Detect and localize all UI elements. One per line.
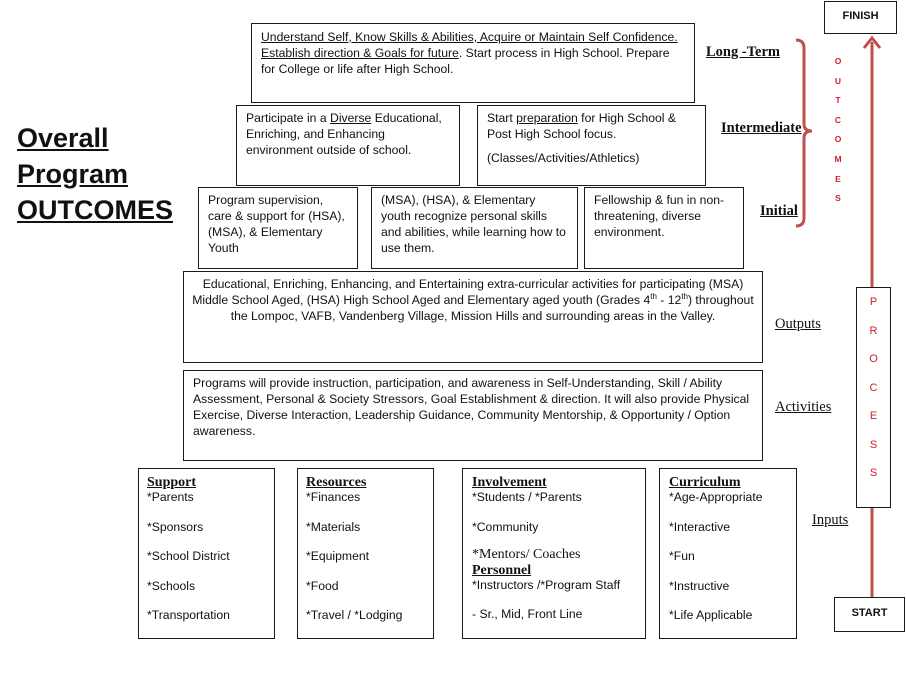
- support-item: *Sponsors: [147, 519, 204, 534]
- input-resources-box: [297, 468, 434, 639]
- process-letter: S: [869, 438, 878, 451]
- start-box: [834, 597, 905, 632]
- input-support-box: [138, 468, 275, 639]
- finish-box: [824, 1, 897, 34]
- activities-label: Activities: [775, 399, 832, 415]
- finish-label: FINISH: [842, 10, 879, 22]
- outcomes-letter: U: [834, 75, 842, 86]
- intermediate-1-text-post: Educational, Enriching, and Enhancing environment outside of school.: [246, 111, 442, 157]
- outcomes-vertical-label: [832, 56, 844, 213]
- outputs-label: Outputs: [775, 316, 821, 332]
- support-item: *Transportation: [147, 608, 230, 622]
- title-line-3: OUTCOMES: [17, 195, 174, 225]
- intermediate-outcome-box-1: [236, 105, 460, 186]
- support-item: *Schools: [147, 578, 196, 593]
- initial-outcome-box-2: [371, 187, 578, 269]
- title-line-2: Program: [17, 159, 129, 189]
- support-item: *Parents: [147, 490, 194, 504]
- activities-box: [183, 370, 763, 461]
- intermediate-1-underlined: Diverse: [330, 111, 372, 125]
- outcomes-letter: S: [835, 193, 841, 204]
- initial-2-text: (MSA), (HSA), & Elementary youth recognize personal skills and abilities, while learning how to use them.: [381, 193, 566, 255]
- curriculum-item: *Instructive: [669, 578, 730, 593]
- outputs-box: [183, 271, 763, 363]
- initial-outcome-box-3: [584, 187, 744, 269]
- title-line-1: Overall: [17, 123, 109, 153]
- initial-label: Initial: [760, 203, 798, 219]
- long-term-outcome-box: [251, 23, 695, 103]
- intermediate-1-text-pre: Participate in a: [246, 111, 331, 125]
- initial-outcome-box-1: [198, 187, 358, 269]
- outcomes-bracket-icon: [790, 36, 820, 232]
- intermediate-2-text-post: for High School & Post High School focus.: [487, 111, 677, 141]
- resources-item: *Materials: [306, 519, 361, 534]
- inputs-label: Inputs: [812, 512, 849, 528]
- outputs-text-2: - 12: [656, 293, 682, 307]
- resources-item: *Equipment: [306, 549, 370, 563]
- outcomes-letter: M: [834, 153, 842, 164]
- input-curriculum-box: [659, 468, 797, 639]
- long-term-label: Long -Term: [706, 44, 780, 60]
- outcomes-letter: T: [835, 95, 841, 106]
- initial-3-text: Fellowship & fun in non-threatening, diverse environment.: [594, 193, 725, 239]
- process-letter: E: [869, 410, 878, 422]
- involvement-heading: Involvement: [472, 475, 547, 490]
- outcomes-letter: O: [834, 56, 842, 66]
- input-involvement-box: [462, 468, 646, 639]
- curriculum-item: *Interactive: [669, 519, 730, 534]
- personnel-heading: Personnel: [472, 562, 532, 578]
- curriculum-item: *Fun: [669, 549, 695, 563]
- intermediate-2-extra: (Classes/Activities/Athletics): [487, 151, 640, 165]
- support-item: *School District: [147, 549, 230, 563]
- intermediate-label: Intermediate: [721, 120, 802, 136]
- outputs-text-1: Educational, Enriching, Enhancing, and Entertaining extra-curricular activities for participating (MSA) Middle School Aged, (HSA) High School Aged and Elementary aged youth (Grades 4: [192, 277, 744, 307]
- process-letter: R: [869, 324, 878, 337]
- curriculum-heading: Curriculum: [669, 475, 741, 490]
- resources-item: *Food: [306, 578, 339, 593]
- curriculum-item: *Life Applicable: [669, 608, 753, 622]
- outcomes-letter: C: [834, 114, 842, 125]
- resources-heading: Resources: [306, 475, 367, 490]
- involvement-item: *Community: [472, 519, 539, 534]
- process-letter: O: [869, 353, 878, 365]
- personnel-item: - Sr., Mid, Front Line: [472, 607, 583, 621]
- support-heading: Support: [147, 475, 197, 490]
- intermediate-outcome-box-2: [477, 105, 706, 186]
- page-title: [17, 120, 173, 228]
- process-letter: P: [869, 296, 878, 308]
- involvement-item: *Students / *Parents: [472, 490, 582, 504]
- curriculum-item: *Age-Appropriate: [669, 490, 763, 504]
- process-letter: S: [869, 467, 878, 479]
- outcomes-letter: O: [834, 134, 842, 145]
- long-term-underlined-text: Understand Self, Know Skills & Abilities, Acquire or Maintain Self Confidence. Establish direction & Goals for future: [261, 30, 678, 60]
- intermediate-2-underlined: preparation: [516, 111, 578, 125]
- activities-text: Programs will provide instruction, participation, and awareness in Self-Understanding, Skill / Ability Assessment, Personal & Society Stressors, Goal Establishment & direction. It will also provide Physical Exercise, Diverse Interaction, Leadership Guidance, Community Mentorship, & Opportunity / Option awareness.: [193, 376, 750, 438]
- resources-item: *Finances: [306, 490, 361, 504]
- initial-1-text: Program supervision, care & support for (HSA), (MSA), & Elementary Youth: [208, 193, 345, 255]
- long-term-text: . Start process in High School. Prepare for College or life after High School.: [261, 46, 670, 76]
- process-letter: C: [869, 381, 878, 394]
- outputs-sup-1: th: [650, 291, 657, 301]
- resources-item: *Travel / *Lodging: [306, 608, 403, 622]
- intermediate-2-text-pre: Start: [487, 111, 517, 125]
- process-vertical-label: [857, 294, 890, 494]
- start-label: START: [851, 607, 888, 619]
- involvement-item: *Mentors/ Coaches: [472, 546, 581, 562]
- outputs-text-3: ) throughout the Lompoc, VAFB, Vandenberg Village, Mission Hills and surrounding areas in the Valley.: [230, 293, 754, 323]
- personnel-item: *Instructors /*Program Staff: [472, 577, 621, 592]
- outcomes-letter: E: [835, 173, 841, 184]
- outputs-sup-2: th: [681, 291, 688, 301]
- process-box: [856, 287, 891, 508]
